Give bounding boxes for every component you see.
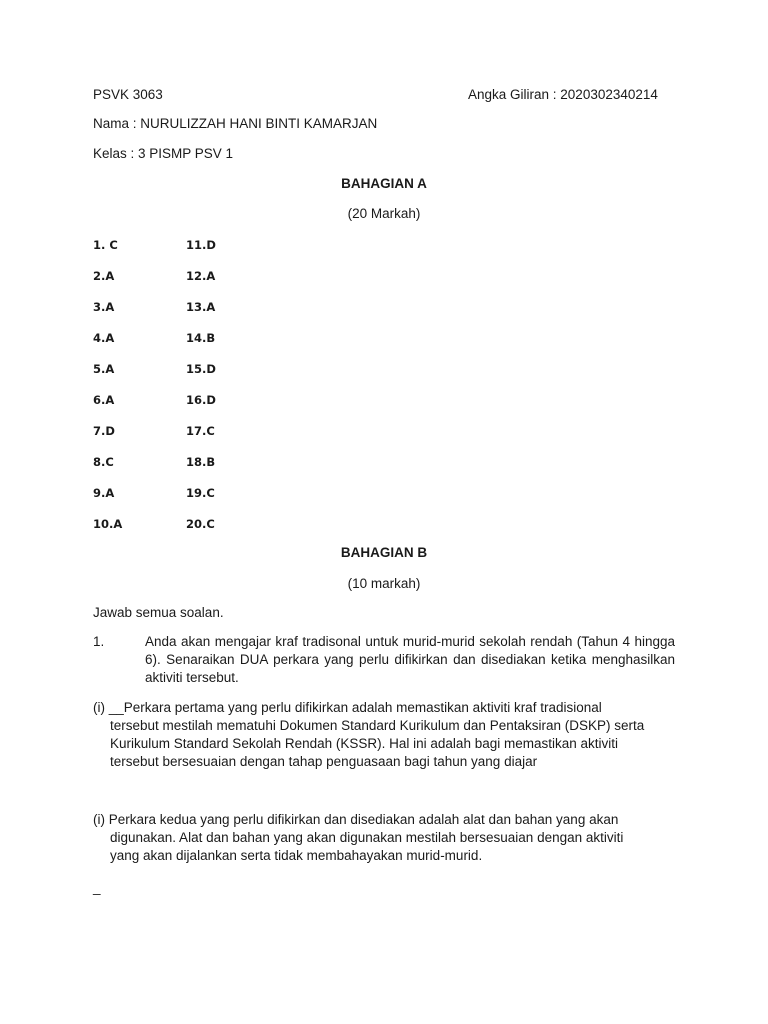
section-a-marks: (20 Markah) [347,206,421,221]
answer-line: digunakan. Alat dan bahan yang akan digunakan mestilah bersesuaian dengan aktiviti [110,830,624,845]
answer-row [93,454,293,485]
section-b-instruction: Jawab semua soalan. [93,605,224,620]
answer-item: 7.D [93,424,115,438]
answer-row [93,392,293,423]
answer-row [93,237,293,268]
answer-line: tersebut mestilah mematuhi Dokumen Standard Kurikulum dan Pentaksiran (DSKP) serta [110,718,645,733]
answer-item: 17.C [186,424,215,438]
answer-row [93,330,293,361]
answer-paragraph-second [93,811,683,865]
answer-row [93,361,293,392]
answer-item: 20.C [186,517,215,531]
answer-item: 5.A [93,362,115,376]
answer-item: 11.D [186,238,216,252]
section-b-marks: (10 markah) [347,576,421,591]
answer-paragraph-first [93,699,683,771]
student-name: Nama : NURULIZZAH HANI BINTI KAMARJAN [93,116,378,131]
course-code: PSVK 3063 [93,87,163,102]
answer-item: 18.B [186,455,216,469]
answer-item: 16.D [186,393,216,407]
answer-item: 6.A [93,393,115,407]
answer-row [93,516,293,547]
answer-item: 1. C [93,238,118,252]
answer-item: 4.A [93,331,115,345]
question-text: Anda akan mengajar kraf tradisonal untuk murid-murid sekolah rendah (Tahun 4 hingga 6). Senaraikan DUA perkara yang perlu difikirkan dan disediakan ketika menghasilkan aktiviti tersebut. [145,634,675,685]
question-number: 1. [93,634,105,649]
section-a-title: BAHAGIAN A [341,176,427,191]
angka-giliran: Angka Giliran : 2020302340214 [468,87,658,102]
answer-item: 19.C [186,486,215,500]
answer-row [93,299,293,330]
answer-line: Kurikulum Standard Sekolah Rendah (KSSR). Hal ini adalah bagi memastikan aktiviti [110,736,619,751]
answer-line: tersebut bersesuaian dengan tahap penguasaan bagi tahun yang diajar [110,754,538,769]
answer-item: 13.A [186,300,216,314]
section-b-title: BAHAGIAN B [340,545,428,560]
trailing-underscore: _ [93,880,101,895]
answer-item: 15.D [186,362,216,376]
answer-line: (i) __Perkara pertama yang perlu difikirkan adalah memastikan aktiviti kraf tradisional [93,700,602,715]
answer-item: 9.A [93,486,115,500]
answer-row [93,268,293,299]
answer-row [93,485,293,516]
student-class: Kelas : 3 PISMP PSV 1 [93,146,234,161]
answer-item: 14.B [186,331,216,345]
answer-item: 10.A [93,517,123,531]
answer-item: 8.C [93,455,114,469]
answer-item: 12.A [186,269,216,283]
answer-item: 3.A [93,300,115,314]
answer-row [93,423,293,454]
answer-line: (i) Perkara kedua yang perlu difikirkan dan disediakan adalah alat dan bahan yang akan [93,812,619,827]
section-a-answer-list [93,237,293,547]
answer-item: 2.A [93,269,115,283]
answer-line: yang akan dijalankan serta tidak membahayakan murid-murid. [110,848,483,863]
